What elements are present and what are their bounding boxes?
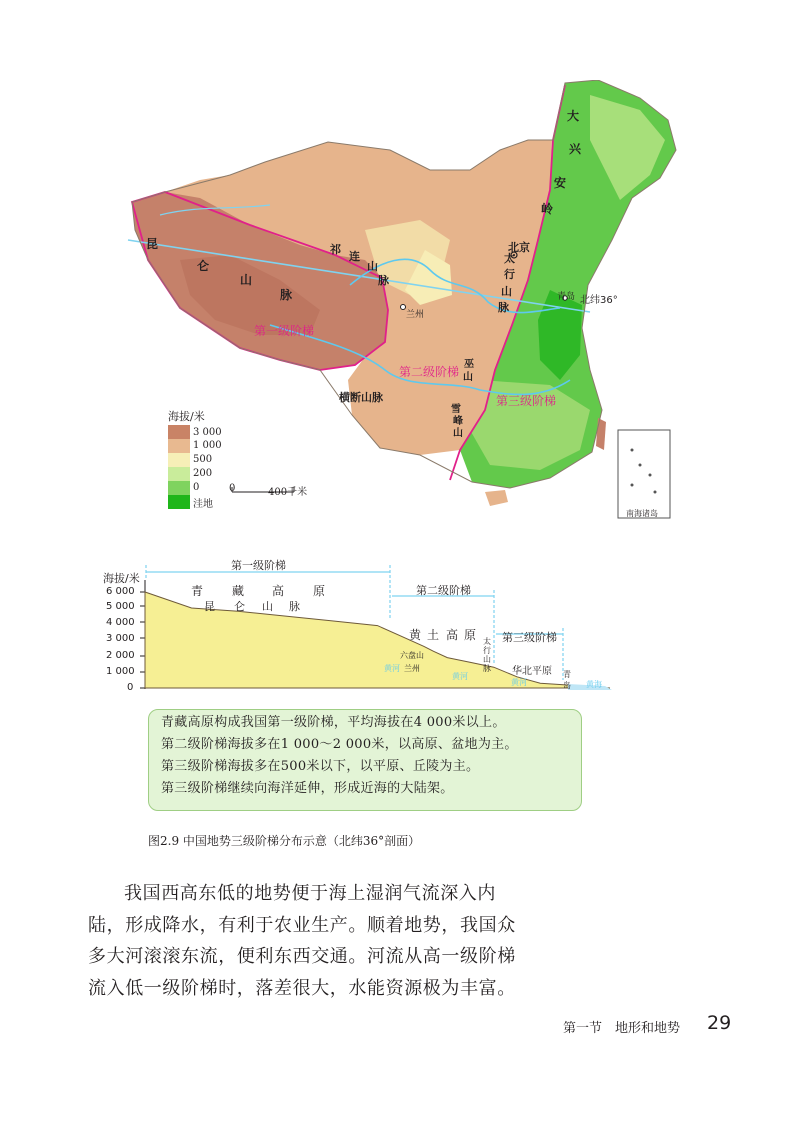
profile-qingdao-2: 岛 bbox=[563, 681, 571, 690]
legend-swatch-3000 bbox=[168, 425, 190, 439]
map-label-daxing-3: 安 bbox=[554, 176, 567, 190]
map-label-xuefeng-3: 山 bbox=[453, 428, 463, 439]
profile-lanzhou: 兰州 bbox=[404, 664, 420, 673]
map-label-daxing-4: 岭 bbox=[541, 202, 554, 216]
body-line: 陆，形成降水，有利于农业生产。顺着地势，我国众 bbox=[88, 914, 516, 936]
scale-zero: 0 bbox=[229, 483, 236, 494]
info-line: 第二级阶梯海拔多在1 000～2 000米，以高原、盆地为主。 bbox=[161, 737, 518, 752]
map-label-qilian-1: 祁 bbox=[330, 243, 341, 256]
profile-kunlun-1: 昆 bbox=[204, 600, 215, 613]
map-label-qilian-4: 脉 bbox=[378, 274, 389, 287]
legend-swatch-500 bbox=[168, 453, 190, 467]
ytick-2000: 2 000 bbox=[106, 650, 135, 661]
map-label-xuefeng-2: 峰 bbox=[453, 416, 463, 427]
figure-caption: 图2.9 中国地势三级阶梯分布示意（北纬36°剖面） bbox=[148, 834, 421, 848]
profile-qingdao-1: 青 bbox=[563, 670, 571, 679]
profile-taihang-2: 行 bbox=[483, 646, 491, 655]
body-line: 流入低一级阶梯时，落差很大，水能资源极为丰富。 bbox=[88, 977, 516, 999]
profile-step-second: 第二级阶梯 bbox=[416, 584, 471, 597]
profile-qingzang-1: 青 bbox=[191, 584, 204, 598]
legend-label-depression: 洼地 bbox=[193, 499, 213, 510]
body-line: 多大河滚滚东流，便利东西交通。河流从高一级阶梯 bbox=[88, 946, 516, 967]
profile-huangtu-1: 黄 bbox=[409, 628, 422, 642]
ytick-3000: 3 000 bbox=[106, 633, 135, 644]
map-step-second: 第二级阶梯 bbox=[399, 365, 460, 379]
legend-swatch-1000 bbox=[168, 439, 190, 453]
ytick-6000: 6 000 bbox=[106, 586, 135, 597]
profile-kunlun-2: 仑 bbox=[234, 600, 245, 613]
ytick-5000: 5 000 bbox=[106, 601, 135, 612]
map-label-wushan-2: 山 bbox=[463, 372, 473, 383]
legend-label-500: 500 bbox=[193, 454, 213, 465]
scale-label: 400千米 bbox=[268, 487, 308, 498]
legend-swatch-200 bbox=[168, 467, 190, 481]
profile-huabei: 华北平原 bbox=[512, 666, 552, 677]
map-label-latitude: 北纬36° bbox=[580, 295, 618, 306]
map-label-kunlun-1: 昆 bbox=[146, 237, 159, 251]
profile-step-third: 第三级阶梯 bbox=[502, 631, 557, 644]
map-label-taihang-1: 太 bbox=[504, 252, 515, 265]
map-label-qilian-2: 连 bbox=[349, 250, 360, 263]
profile-taihang-4: 脉 bbox=[483, 664, 491, 673]
legend-swatch-0 bbox=[168, 481, 190, 495]
profile-taihang-3: 山 bbox=[483, 655, 491, 664]
body-paragraph bbox=[88, 878, 608, 1004]
map-label-qingdao: 青岛 bbox=[557, 292, 576, 302]
legend-label-3000: 3 000 bbox=[193, 427, 222, 438]
map-label-xuefeng-1: 雪 bbox=[451, 404, 461, 415]
map-label-daxing-1: 大 bbox=[567, 109, 580, 123]
map-label-kunlun-2: 仑 bbox=[197, 259, 210, 273]
ytick-4000: 4 000 bbox=[106, 617, 135, 628]
ytick-1000: 1 000 bbox=[106, 666, 135, 677]
map-label-taihang-2: 行 bbox=[504, 268, 515, 281]
profile-huangtu-4: 原 bbox=[464, 628, 477, 642]
info-line: 第三级阶梯继续向海洋延伸，形成近海的大陆架。 bbox=[161, 781, 454, 796]
profile-river-2: 黄河 bbox=[452, 672, 468, 681]
profile-liupan: 六盘山 bbox=[400, 651, 424, 660]
info-line: 第三级阶梯海拔多在500米以下，以平原、丘陵为主。 bbox=[161, 759, 480, 774]
map-label-beijing: 北京 bbox=[508, 241, 530, 254]
info-box bbox=[148, 709, 582, 811]
map-label-nanhai: 南海诸岛 bbox=[626, 509, 658, 518]
map-label-taihang-4: 脉 bbox=[498, 301, 509, 314]
map-label-lanzhou: 兰州 bbox=[406, 310, 425, 320]
info-line: 青藏高原构成我国第一级阶梯，平均海拔在4 000米以上。 bbox=[161, 715, 506, 730]
profile-step-first: 第一级阶梯 bbox=[231, 559, 286, 572]
profile-qingzang-2: 藏 bbox=[232, 584, 245, 598]
profile-huangtu-2: 土 bbox=[427, 628, 440, 642]
profile-river-3: 黄河 bbox=[511, 678, 527, 687]
map-label-qilian-3: 山 bbox=[367, 260, 378, 273]
profile-sea: 黄海 bbox=[586, 680, 602, 689]
profile-huangtu-3: 高 bbox=[446, 628, 459, 642]
legend-title: 海拔/米 bbox=[168, 410, 205, 423]
legend-label-0: 0 bbox=[193, 482, 200, 493]
map-label-kunlun-3: 山 bbox=[240, 273, 253, 287]
section-footer: 第一节 地形和地势 bbox=[563, 1021, 681, 1036]
map-step-first: 第一级阶梯 bbox=[254, 324, 315, 338]
profile-kunlun-4: 脉 bbox=[289, 600, 300, 613]
map-label-daxing-2: 兴 bbox=[569, 142, 582, 156]
map-label-hengduan: 横断山脉 bbox=[339, 391, 383, 404]
profile-taihang-1: 太 bbox=[483, 637, 491, 646]
body-line: 我国西高东低的地势便于海上湿润气流深入内 bbox=[124, 883, 496, 904]
profile-river-1: 黄河 bbox=[384, 664, 400, 673]
legend-swatch-depression bbox=[168, 495, 190, 509]
legend-label-200: 200 bbox=[193, 468, 213, 479]
profile-ylabel: 海拔/米 bbox=[103, 572, 140, 585]
map-label-kunlun-4: 脉 bbox=[280, 288, 293, 302]
profile-kunlun-3: 山 bbox=[262, 600, 273, 613]
profile-qingzang-4: 原 bbox=[313, 584, 326, 598]
page-number: 29 bbox=[707, 1012, 732, 1034]
ytick-0: 0 bbox=[127, 682, 134, 693]
map-label-taihang-3: 山 bbox=[501, 285, 512, 298]
map-label-wushan-1: 巫 bbox=[464, 359, 474, 370]
legend-label-1000: 1 000 bbox=[193, 440, 222, 451]
map-step-third: 第三级阶梯 bbox=[496, 394, 557, 408]
profile-qingzang-3: 高 bbox=[272, 584, 285, 598]
